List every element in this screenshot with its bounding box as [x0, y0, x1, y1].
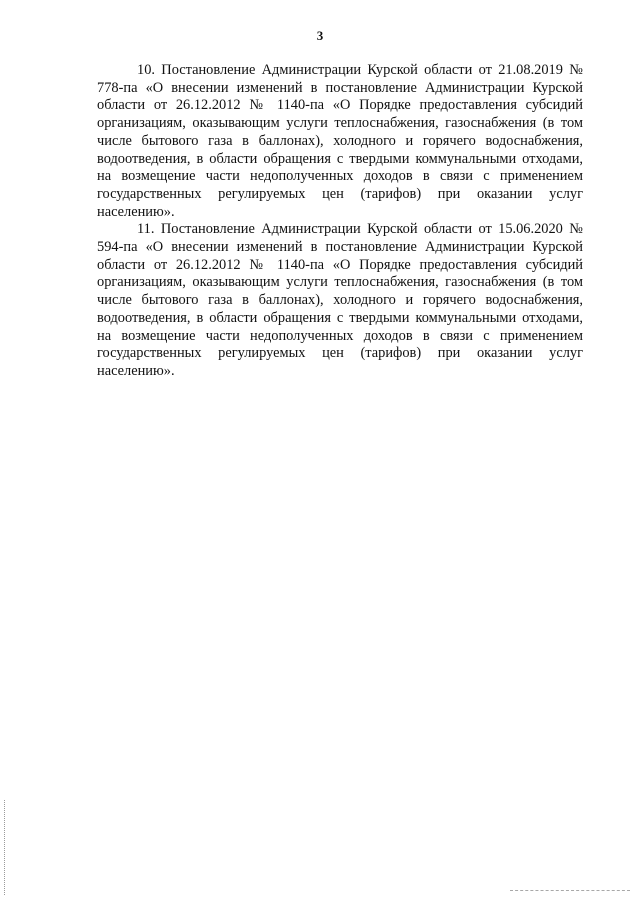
page-number: 3 — [316, 28, 324, 43]
scan-margin-mark — [4, 800, 6, 895]
scan-bottom-mark — [510, 890, 630, 892]
paragraph-10: 10. Постановление Администрации Курской области от 21.08.2019 № 778-па «О внесении изменений в постановление Администрации Курской области от 26.12.2012 № 1140-па «О Порядке предоставления субсидий организациям, оказывающим услуги теплоснабжения, газоснабжения (в том числе бытового газа в баллонах), холодного и горячего водоснабжения, водоотведения, в области обращения с твердыми коммунальными отходами, на возмещение части недополученных доходов в связи с применением государственных регулируемых цен (тарифов) при оказании услуг населению». — [97, 62, 583, 220]
paragraph-11: 11. Постановление Администрации Курской области от 15.06.2020 № 594-па «О внесении изменений в постановление Администрации Курской области от 26.12.2012 № 1140-па «О Порядке предоставления субсидий организациям, оказывающим услуги теплоснабжения, газоснабжения (в том числе бытового газа в баллонах), холодного и горячего водоснабжения, водоотведения, в области обращения с твердыми коммунальными отходами, на возмещение части недополученных доходов в связи с применением государственных регулируемых цен (тарифов) при оказании услуг населению». — [97, 221, 583, 379]
document-body — [97, 62, 583, 381]
